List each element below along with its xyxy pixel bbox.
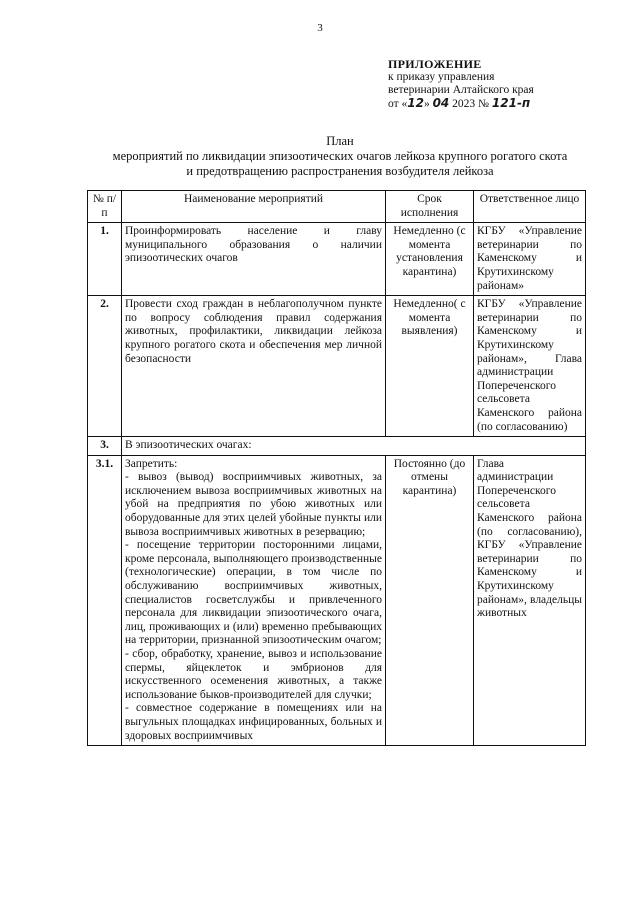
appendix-line1: к приказу управления: [388, 71, 495, 83]
prohibit-item: - посещение территории посторонними лицами, кроме персонала, выполняющего производственные (технологические) операции, в том числе по обслуживанию восприимчивых животных, специалистов госветслужбы и привлеченного персонала для ликвидации эпизоотического очага, лиц, проживающих и (или) временно пребывающих на территории, признанной эпизоотическим очагом;: [125, 539, 382, 647]
date-month: 04: [432, 96, 450, 110]
row-resp: КГБУ «Управление ветеринарии по Каменскому и Крутихинскому районам»: [474, 223, 586, 296]
table-row: [88, 223, 586, 296]
page-number: 3: [317, 22, 323, 34]
row-term: Немедленно (с момента установления карантина): [386, 223, 474, 296]
prohibit-item: - совместное содержание в помещениях или на выгульных площадках инфицированных, больных и здоровых восприимчивых: [125, 702, 382, 742]
row-resp: Глава администрации Попереченского сельсовета Каменского района (по согласованию), КГБУ «Управление ветеринарии по Каменскому и Крутихинскому районам», владельцы животных: [474, 455, 586, 745]
row-name: [122, 455, 386, 745]
appendix-line2: ветеринарии Алтайского края: [388, 84, 534, 96]
table-header-row: [88, 191, 586, 223]
plan-title: План: [326, 134, 354, 148]
order-number: 121-п: [491, 96, 531, 110]
row-num: 1.: [88, 223, 122, 296]
appendix-block: [388, 58, 534, 111]
appendix-title: ПРИЛОЖЕНИЕ: [388, 57, 482, 71]
date-mid: »: [423, 98, 433, 110]
plan-heading: [60, 134, 620, 179]
row-num: 3.1.: [88, 455, 122, 745]
row-resp: КГБУ «Управление ветеринарии по Каменскому и Крутихинскому районам», Глава администрации Попереченского сельсовета Каменского района (по согласованию): [474, 296, 586, 437]
plan-subtitle-1: мероприятий по ликвидации эпизоотических очагов лейкоза крупного рогатого скота: [112, 149, 568, 163]
table-row: [88, 455, 586, 745]
header-num: № п/п: [88, 191, 122, 223]
prohibit-item: - сбор, обработку, хранение, вывоз и использование спермы, яйцеклеток и эмбрионов для искусственного осеменения животных, а также использование быков-производителей для случки;: [125, 648, 382, 701]
prohibit-item: - вывоз (вывод) восприимчивых животных, за исключением вывоза восприимчивых животных на убой на предприятия по убою животных или оборудованные для этих целей убойные пункты или вывоза восприимчивых животных в резервацию;: [125, 471, 382, 538]
row-num: 2.: [88, 296, 122, 437]
row-term: Постоянно (до отмены карантина): [386, 455, 474, 745]
row-name: Проинформировать население и главу муниципального образования о наличии эпизоотических очагов: [122, 223, 386, 296]
prohibit-intro: Запретить:: [125, 457, 178, 470]
row-term: Немедленно( с момента выявления): [386, 296, 474, 437]
date-day: 12: [407, 96, 424, 110]
appendix-date-line: [388, 97, 534, 111]
row-name: Провести сход граждан в неблагополучном пункте по вопросу соблюдения правил содержания животных, профилактики, ликвидации лейкоза крупного рогатого скота и обеспечения мер личной безопасности: [122, 296, 386, 437]
plan-subtitle-2: и предотвращению распространения возбудителя лейкоза: [186, 164, 494, 178]
date-prefix: от «: [388, 98, 408, 110]
plan-table: [87, 190, 586, 746]
section-num: 3.: [88, 437, 122, 456]
header-term: Срок исполнения: [386, 191, 474, 223]
section-title: В эпизоотических очагах:: [122, 437, 586, 456]
header-resp: Ответственное лицо: [474, 191, 586, 223]
date-year: 2023 №: [449, 98, 492, 110]
table-row: [88, 296, 586, 437]
header-name: Наименование мероприятий: [122, 191, 386, 223]
section-row: [88, 437, 586, 456]
